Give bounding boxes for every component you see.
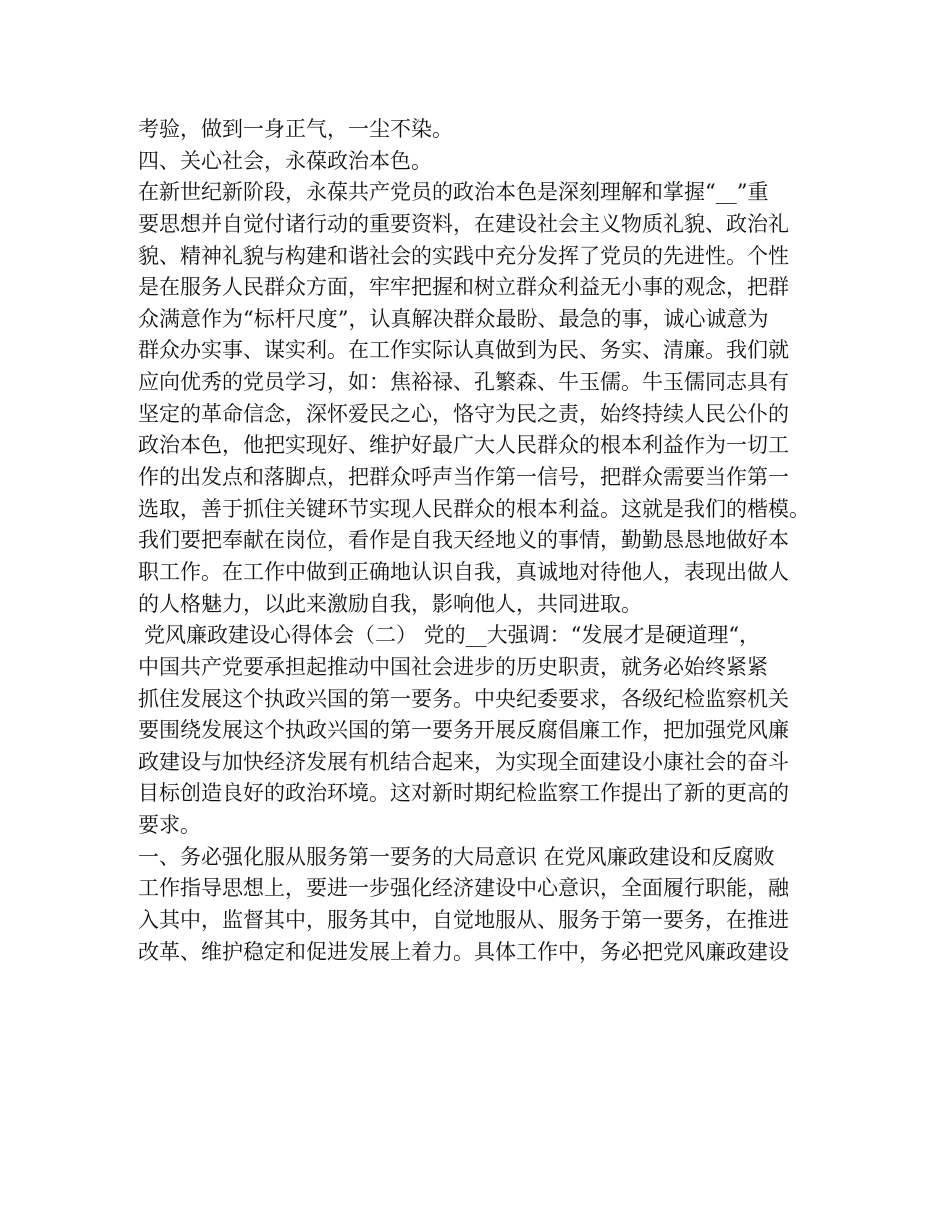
- text-line: 职工作。在工作中做到正确地认识自我，真诚地对待他人，表现出做人: [138, 559, 789, 584]
- section-heading: 四、关心社会，永葆政治本色。: [138, 148, 432, 173]
- text-line: 我们要把奉献在岗位，看作是自我天经地义的事情，勤勤恳恳地做好本: [138, 528, 789, 553]
- text-line: 貌、精神礼貌与构建和谐社会的实践中充分发挥了党员的先进性。个性: [138, 243, 789, 268]
- text-line: 工作指导思想上，要进一步强化经济建设中心意识，全面履行职能，融: [138, 876, 789, 901]
- text-line: 要思想并自觉付诸行动的重要资料，在建设社会主义物质礼貌、政治礼: [138, 211, 789, 236]
- text-line: 应向优秀的党员学习，如：焦裕禄、孔繁森、牛玉儒。牛玉儒同志具有: [138, 370, 789, 395]
- text-line: 众满意作为“标杆尺度”，认真解决群众最盼、最急的事，诚心诚意为: [138, 306, 769, 331]
- section-heading: 一、务必强化服从服务第一要务的大局意识 在党风廉政建设和反腐败: [138, 844, 775, 869]
- text-line: 抓住发展这个执政兴国的第一要务。中央纪委要求，各级纪检监察机关: [138, 686, 789, 711]
- text-line: 作的出发点和落脚点，把群众呼声当作第一信号，把群众需要当作第一: [138, 465, 789, 490]
- text-line: 坚定的革命信念，深怀爱民之心，恪守为民之责，始终持续人民公仆的: [138, 401, 789, 426]
- document-body: [138, 114, 838, 968]
- text-line: 考验，做到一身正气，一尘不染。: [138, 117, 453, 141]
- text-line: 要求。: [138, 813, 201, 838]
- text-line: 中国共产党要承担起推动中国社会进步的历史职责，就务必始终紧紧: [138, 654, 768, 679]
- text-line: 选取，善于抓住关键环节实现人民群众的根本利益。这就是我们的楷模。: [138, 496, 810, 521]
- text-line: 群众办实事、谋实利。在工作实际认真做到为民、务实、清廉。我们就: [138, 338, 789, 363]
- text-line: 在新世纪新阶段，永葆共产党员的政治本色是深刻理解和掌握“__”重: [138, 180, 769, 205]
- text-line: 目标创造良好的政治环境。这对新时期纪检监察工作提出了新的更高的: [138, 781, 789, 806]
- text-line: 要围绕发展这个执政兴国的第一要务开展反腐倡廉工作，把加强党风廉: [138, 718, 789, 743]
- text-line: 入其中，监督其中，服务其中，自觉地服从、服务于第一要务，在推进: [138, 908, 789, 933]
- text-line: 改革、维护稳定和促进发展上着力。具体工作中，务必把党风廉政建设: [138, 939, 789, 964]
- text-line: 是在服务人民群众方面，牢牢把握和树立群众利益无小事的观念，把群: [138, 275, 789, 300]
- text-line: 的人格魅力，以此来激励自我，影响他人，共同进取。: [138, 591, 642, 616]
- section-title-line: 党风廉政建设心得体会（二） 党的__大强调：“发展才是硬道理“，: [144, 623, 761, 648]
- text-line: 政建设与加快经济发展有机结合起来，为实现全面建设小康社会的奋斗: [138, 749, 789, 774]
- text-line: 政治本色，他把实现好、维护好最广大人民群众的根本利益作为一切工: [138, 433, 789, 458]
